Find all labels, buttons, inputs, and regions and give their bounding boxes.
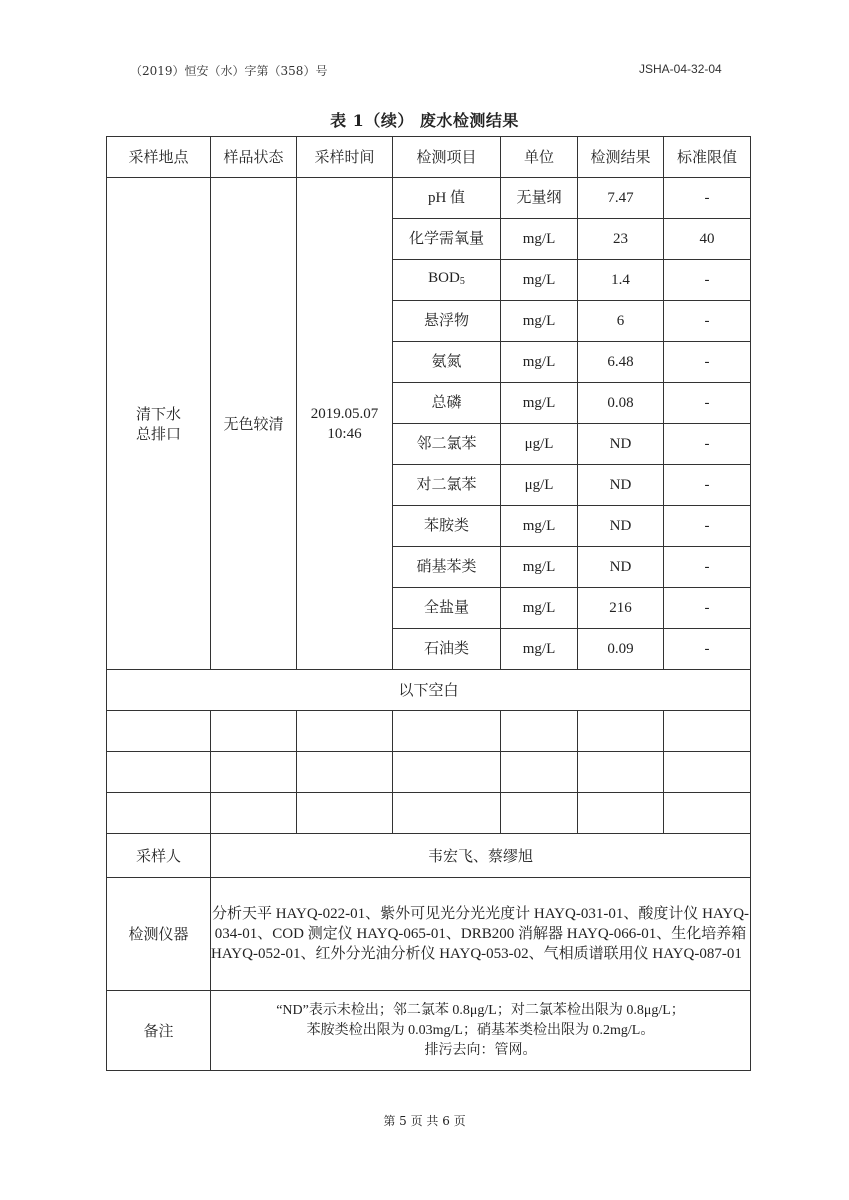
column-header: 采样时间 [297, 137, 393, 178]
table-title: 表 1（续） 废水检测结果 [330, 111, 519, 130]
empty-cell [211, 711, 297, 752]
unit-cell: mg/L [501, 547, 578, 588]
unit-cell: 无量纲 [501, 178, 578, 219]
test-item-label: 氨氮 [431, 354, 462, 370]
test-item [393, 588, 501, 629]
unit-cell: mg/L [501, 629, 578, 670]
unit-cell: mg/L [501, 219, 578, 260]
page-footer: 第 5 页 共 6 页 [383, 1114, 466, 1128]
empty-cell [107, 793, 211, 834]
result-cell: 0.08 [578, 383, 664, 424]
empty-cell [501, 752, 578, 793]
unit-cell: mg/L [501, 342, 578, 383]
column-header: 单位 [501, 137, 578, 178]
column-header: 采样地点 [107, 137, 211, 178]
unit-cell: μg/L [501, 465, 578, 506]
column-header: 样品状态 [211, 137, 297, 178]
column-header: 标准限值 [664, 137, 751, 178]
instruments-row [107, 878, 751, 991]
sampler-label: 采样人 [107, 834, 211, 878]
limit-cell: - [664, 260, 751, 301]
test-item-label: 硝基苯类 [416, 559, 477, 575]
unit-cell: mg/L [501, 301, 578, 342]
instruments-label: 检测仪器 [107, 878, 211, 991]
result-cell: 1.4 [578, 260, 664, 301]
remarks-line: 排污去向：管网。 [424, 1042, 537, 1058]
empty-cell [393, 793, 501, 834]
test-item [393, 383, 501, 424]
blank-note: 以下空白 [107, 670, 751, 711]
limit-cell: - [664, 383, 751, 424]
test-item [393, 424, 501, 465]
test-item [393, 301, 501, 342]
limit-cell: - [664, 424, 751, 465]
empty-cell [297, 711, 393, 752]
empty-cell [501, 711, 578, 752]
result-cell: ND [578, 465, 664, 506]
blank-note-row [107, 670, 751, 711]
limit-cell: - [664, 547, 751, 588]
test-item [393, 178, 501, 219]
test-item-label: BOD [428, 270, 460, 286]
sampler-row [107, 834, 751, 878]
empty-cell [297, 793, 393, 834]
remarks-content [211, 991, 751, 1071]
test-item-label: pH 值 [427, 190, 466, 206]
empty-row [107, 711, 751, 752]
column-header: 检测项目 [393, 137, 501, 178]
result-cell: 6 [578, 301, 664, 342]
unit-cell: mg/L [501, 260, 578, 301]
empty-cell [211, 793, 297, 834]
sampling-time: 2019.05.07 10:46 [297, 178, 393, 670]
limit-cell: - [664, 178, 751, 219]
result-cell: 0.09 [578, 629, 664, 670]
remarks-line: 苯胺类检出限为 0.03mg/L；硝基苯类检出限为 0.2mg/L。 [306, 1022, 655, 1038]
test-item [393, 260, 501, 301]
limit-cell: - [664, 301, 751, 342]
sampling-location: 清下水 总排口 [107, 178, 211, 670]
result-cell: 6.48 [578, 342, 664, 383]
remarks-row [107, 991, 751, 1071]
result-cell: 216 [578, 588, 664, 629]
remarks-line: “ND”表示未检出；邻二氯苯 0.8μg/L；对二氯苯检出限为 0.8μg/L； [276, 1002, 685, 1018]
test-item [393, 506, 501, 547]
document-code: JSHA-04-32-04 [639, 62, 722, 76]
empty-row [107, 752, 751, 793]
unit-cell: mg/L [501, 506, 578, 547]
empty-cell [393, 711, 501, 752]
table-row [107, 178, 751, 219]
wastewater-results-table [106, 136, 751, 1071]
limit-cell: - [664, 506, 751, 547]
limit-cell: 40 [664, 219, 751, 260]
empty-cell [578, 793, 664, 834]
limit-cell: - [664, 465, 751, 506]
test-item-label: 悬浮物 [423, 313, 469, 329]
result-cell: 23 [578, 219, 664, 260]
empty-cell [107, 752, 211, 793]
table-header-row [107, 137, 751, 178]
limit-cell: - [664, 342, 751, 383]
test-item-label: 总磷 [431, 395, 462, 411]
empty-cell [393, 752, 501, 793]
sample-state: 无色较清 [211, 178, 297, 670]
empty-cell [578, 752, 664, 793]
test-item [393, 547, 501, 588]
limit-cell: - [664, 629, 751, 670]
test-item [393, 342, 501, 383]
test-item-label: 全盐量 [423, 600, 469, 616]
result-cell: ND [578, 424, 664, 465]
test-item-label: 化学需氧量 [408, 231, 484, 247]
limit-cell: - [664, 588, 751, 629]
instruments-list: 分析天平 HAYQ-022-01、紫外可见光分光光度计 HAYQ-031-01、酸度计仪 HAYQ-034-01、COD 测定仪 HAYQ-065-01、DRB200 消解器 HAYQ-066-01、生化培养箱 HAYQ-052-01、红外分光油分析仪 HAYQ-053-02、气相质谱联用仪 HAYQ-087-01 [211, 878, 751, 991]
empty-cell [664, 711, 751, 752]
empty-cell [664, 752, 751, 793]
empty-row [107, 793, 751, 834]
empty-cell [211, 752, 297, 793]
test-item-label: 对二氯苯 [416, 477, 477, 493]
result-cell: 7.47 [578, 178, 664, 219]
unit-cell: μg/L [501, 424, 578, 465]
test-item-subscript: 5 [459, 276, 465, 287]
empty-cell [578, 711, 664, 752]
unit-cell: mg/L [501, 383, 578, 424]
test-item-label: 苯胺类 [423, 518, 469, 534]
column-header: 检测结果 [578, 137, 664, 178]
test-item [393, 465, 501, 506]
test-item-label: 邻二氯苯 [416, 436, 477, 452]
result-cell: ND [578, 547, 664, 588]
empty-cell [501, 793, 578, 834]
empty-cell [297, 752, 393, 793]
unit-cell: mg/L [501, 588, 578, 629]
test-item-label: 石油类 [423, 641, 469, 657]
empty-cell [664, 793, 751, 834]
sampler-names: 韦宏飞、蔡缪旭 [211, 834, 751, 878]
test-item [393, 629, 501, 670]
empty-cell [107, 711, 211, 752]
test-item [393, 219, 501, 260]
result-cell: ND [578, 506, 664, 547]
document-number: （2019）恒安（水）字第（358）号 [130, 64, 328, 78]
remarks-label: 备注 [107, 991, 211, 1071]
